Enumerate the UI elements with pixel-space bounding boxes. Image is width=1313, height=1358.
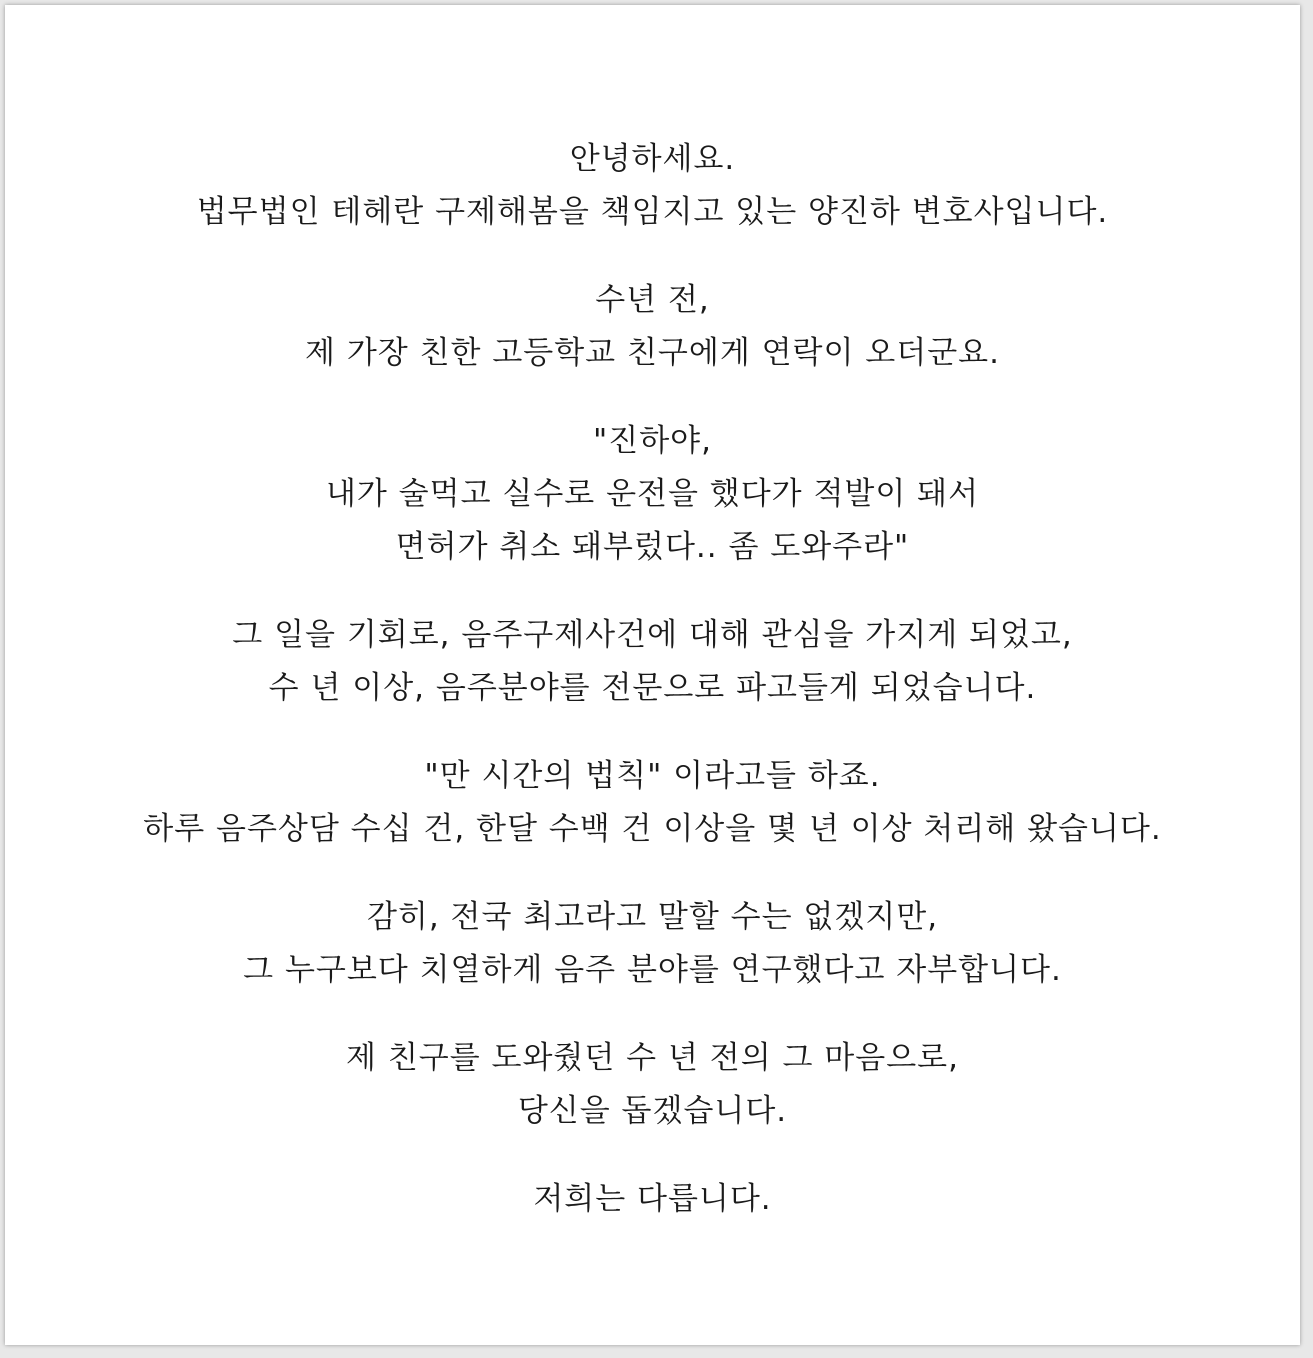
- text-line: 그 누구보다 치열하게 음주 분야를 연구했다고 자부합니다.: [243, 952, 1062, 988]
- paragraph-greeting: [5, 133, 1300, 239]
- text-line: 수 년 이상, 음주분야를 전문으로 파고들게 되었습니다.: [268, 670, 1037, 706]
- text-line: 수년 전,: [595, 282, 710, 318]
- text-line: "만 시간의 법칙" 이라고들 하죠.: [424, 758, 881, 794]
- introduction-line: 법무법인 테헤란 구제해봄을 책임지고 있는 양진하 변호사입니다.: [196, 194, 1109, 230]
- text-line: 감히, 전국 최고라고 말할 수는 없겠지만,: [366, 899, 939, 935]
- paragraph-closing: [5, 1173, 1300, 1226]
- paragraph-friend-quote: [5, 415, 1300, 574]
- text-line: 제 친구를 도와줬던 수 년 전의 그 마음으로,: [346, 1040, 959, 1076]
- closing-line: 저희는 다릅니다.: [533, 1181, 772, 1217]
- text-line: 제 가장 친한 고등학교 친구에게 연락이 오더군요.: [305, 335, 1000, 371]
- paragraph-specialization: [5, 609, 1300, 715]
- paragraph-expertise: [5, 891, 1300, 997]
- quote-line: 면허가 취소 돼부렀다.. 좀 도와주라": [395, 529, 910, 565]
- letter-body: [5, 133, 1300, 1261]
- paragraph-years-ago: [5, 274, 1300, 380]
- text-line: 하루 음주상담 수십 건, 한달 수백 건 이상을 몇 년 이상 처리해 왔습니다.: [143, 811, 1162, 847]
- quote-line: 내가 술먹고 실수로 운전을 했다가 적발이 돼서: [325, 476, 980, 512]
- paragraph-promise: [5, 1032, 1300, 1138]
- greeting-line: 안녕하세요.: [569, 141, 736, 177]
- quote-line: "진하야,: [593, 423, 712, 459]
- text-line: 당신을 돕겠습니다.: [517, 1093, 788, 1129]
- letter-card: [5, 5, 1300, 1345]
- paragraph-ten-thousand-hours: [5, 750, 1300, 856]
- text-line: 그 일을 기회로, 음주구제사건에 대해 관심을 가지게 되었고,: [232, 617, 1073, 653]
